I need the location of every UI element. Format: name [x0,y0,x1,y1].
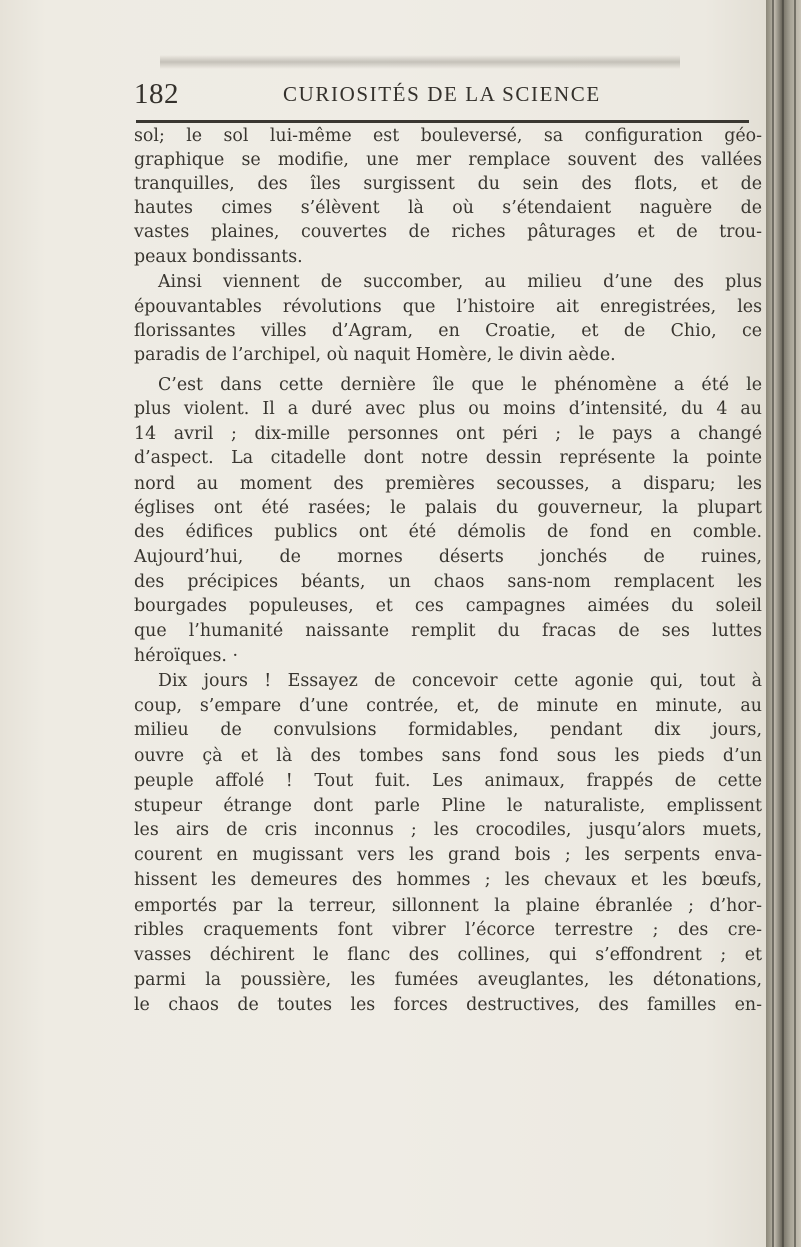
text-line: héroïques. · [134,646,238,666]
text-line: stupeur étrange dont parle Pline le naturaliste, emplissent [134,796,762,816]
text-line: églises ont été rasées; le palais du gouverneur, la plupart [134,498,762,518]
text-line: nord au moment des premières secousses, a disparu; les [134,474,762,494]
text-line: hissent les demeures des hommes ; les chevaux et les bœufs, [134,870,762,890]
text-line: 14 avril ; dix-mille personnes ont péri ; le pays a changé [134,424,762,444]
text-line: emportés par la terreur, sillonnent la plaine ébranlée ; d’hor- [134,896,762,916]
text-line: Aujourd’hui, de mornes déserts jonchés de ruines, [134,547,762,567]
running-title: CURIOSITÉS DE LA SCIENCE [283,82,601,106]
text-line: graphique se modifie, une mer remplace souvent des vallées [134,150,762,170]
text-line: vastes plaines, couvertes de riches pâturages et de trou- [134,222,762,242]
text-line: paradis de l’archipel, où naquit Homère, le divin aède. [134,345,616,365]
text-line: des précipices béants, un chaos sans-nom remplacent les [134,572,762,592]
book-spine-edge [766,0,801,1247]
text-line: des édifices publics ont été démolis de fond en comble. [134,522,762,542]
edge-line [772,0,774,1247]
text-line: plus violent. Il a duré avec plus ou moins d’intensité, du 4 au [134,399,762,419]
text-line: peuple affolé ! Tout fuit. Les animaux, frappés de cette [134,771,762,791]
text-line: hautes cimes s’élèvent là où s’étendaient naguère de [134,198,762,218]
text-line: Dix jours ! Essayez de concevoir cette agonie qui, tout à [158,671,762,691]
text-line: tranquilles, des îles surgissent du sein des flots, et de [134,174,762,194]
page-number: 182 [134,78,179,110]
text-line: d’aspect. La citadelle dont notre dessin représente la pointe [134,448,762,468]
text-line: C’est dans cette dernière île que le phénomène a été le [158,375,762,395]
text-line: sol; le sol lui-même est bouleversé, sa configuration géo- [134,126,762,146]
text-line: vasses déchirent le flanc des collines, qui s’effondrent ; et [134,945,762,965]
text-line: ouvre çà et là des tombes sans fond sous les pieds d’un [134,746,762,766]
text-line: épouvantables révolutions que l’histoire ait enregistrées, les [134,297,762,317]
text-line: Ainsi viennent de succomber, au milieu d’une des plus [158,272,762,292]
text-line: ribles craquements font vibrer l’écorce terrestre ; des cre- [134,920,762,940]
text-line: milieu de convulsions formidables, pendant dix jours, [134,720,762,740]
edge-line [782,0,784,1247]
text-line: le chaos de toutes les forces destructives, des familles en- [134,995,762,1015]
text-line: peaux bondissants. [134,247,303,267]
text-line: coup, s’empare d’une contrée, et, de minute en minute, au [134,696,762,716]
edge-line [794,0,796,1247]
text-line: bourgades populeuses, et ces campagnes aimées du soleil [134,596,762,616]
text-line: les airs de cris inconnus ; les crocodiles, jusqu’alors muets, [134,820,762,840]
text-line: parmi la poussière, les fumées aveuglantes, les détonations, [134,970,762,990]
text-line: florissantes villes d’Agram, en Croatie, et de Chio, ce [134,321,762,341]
text-line: courent en mugissant vers les grand bois ; les serpents enva- [134,845,762,865]
text-line: que l’humanité naissante remplit du fracas de ses luttes [134,621,762,641]
